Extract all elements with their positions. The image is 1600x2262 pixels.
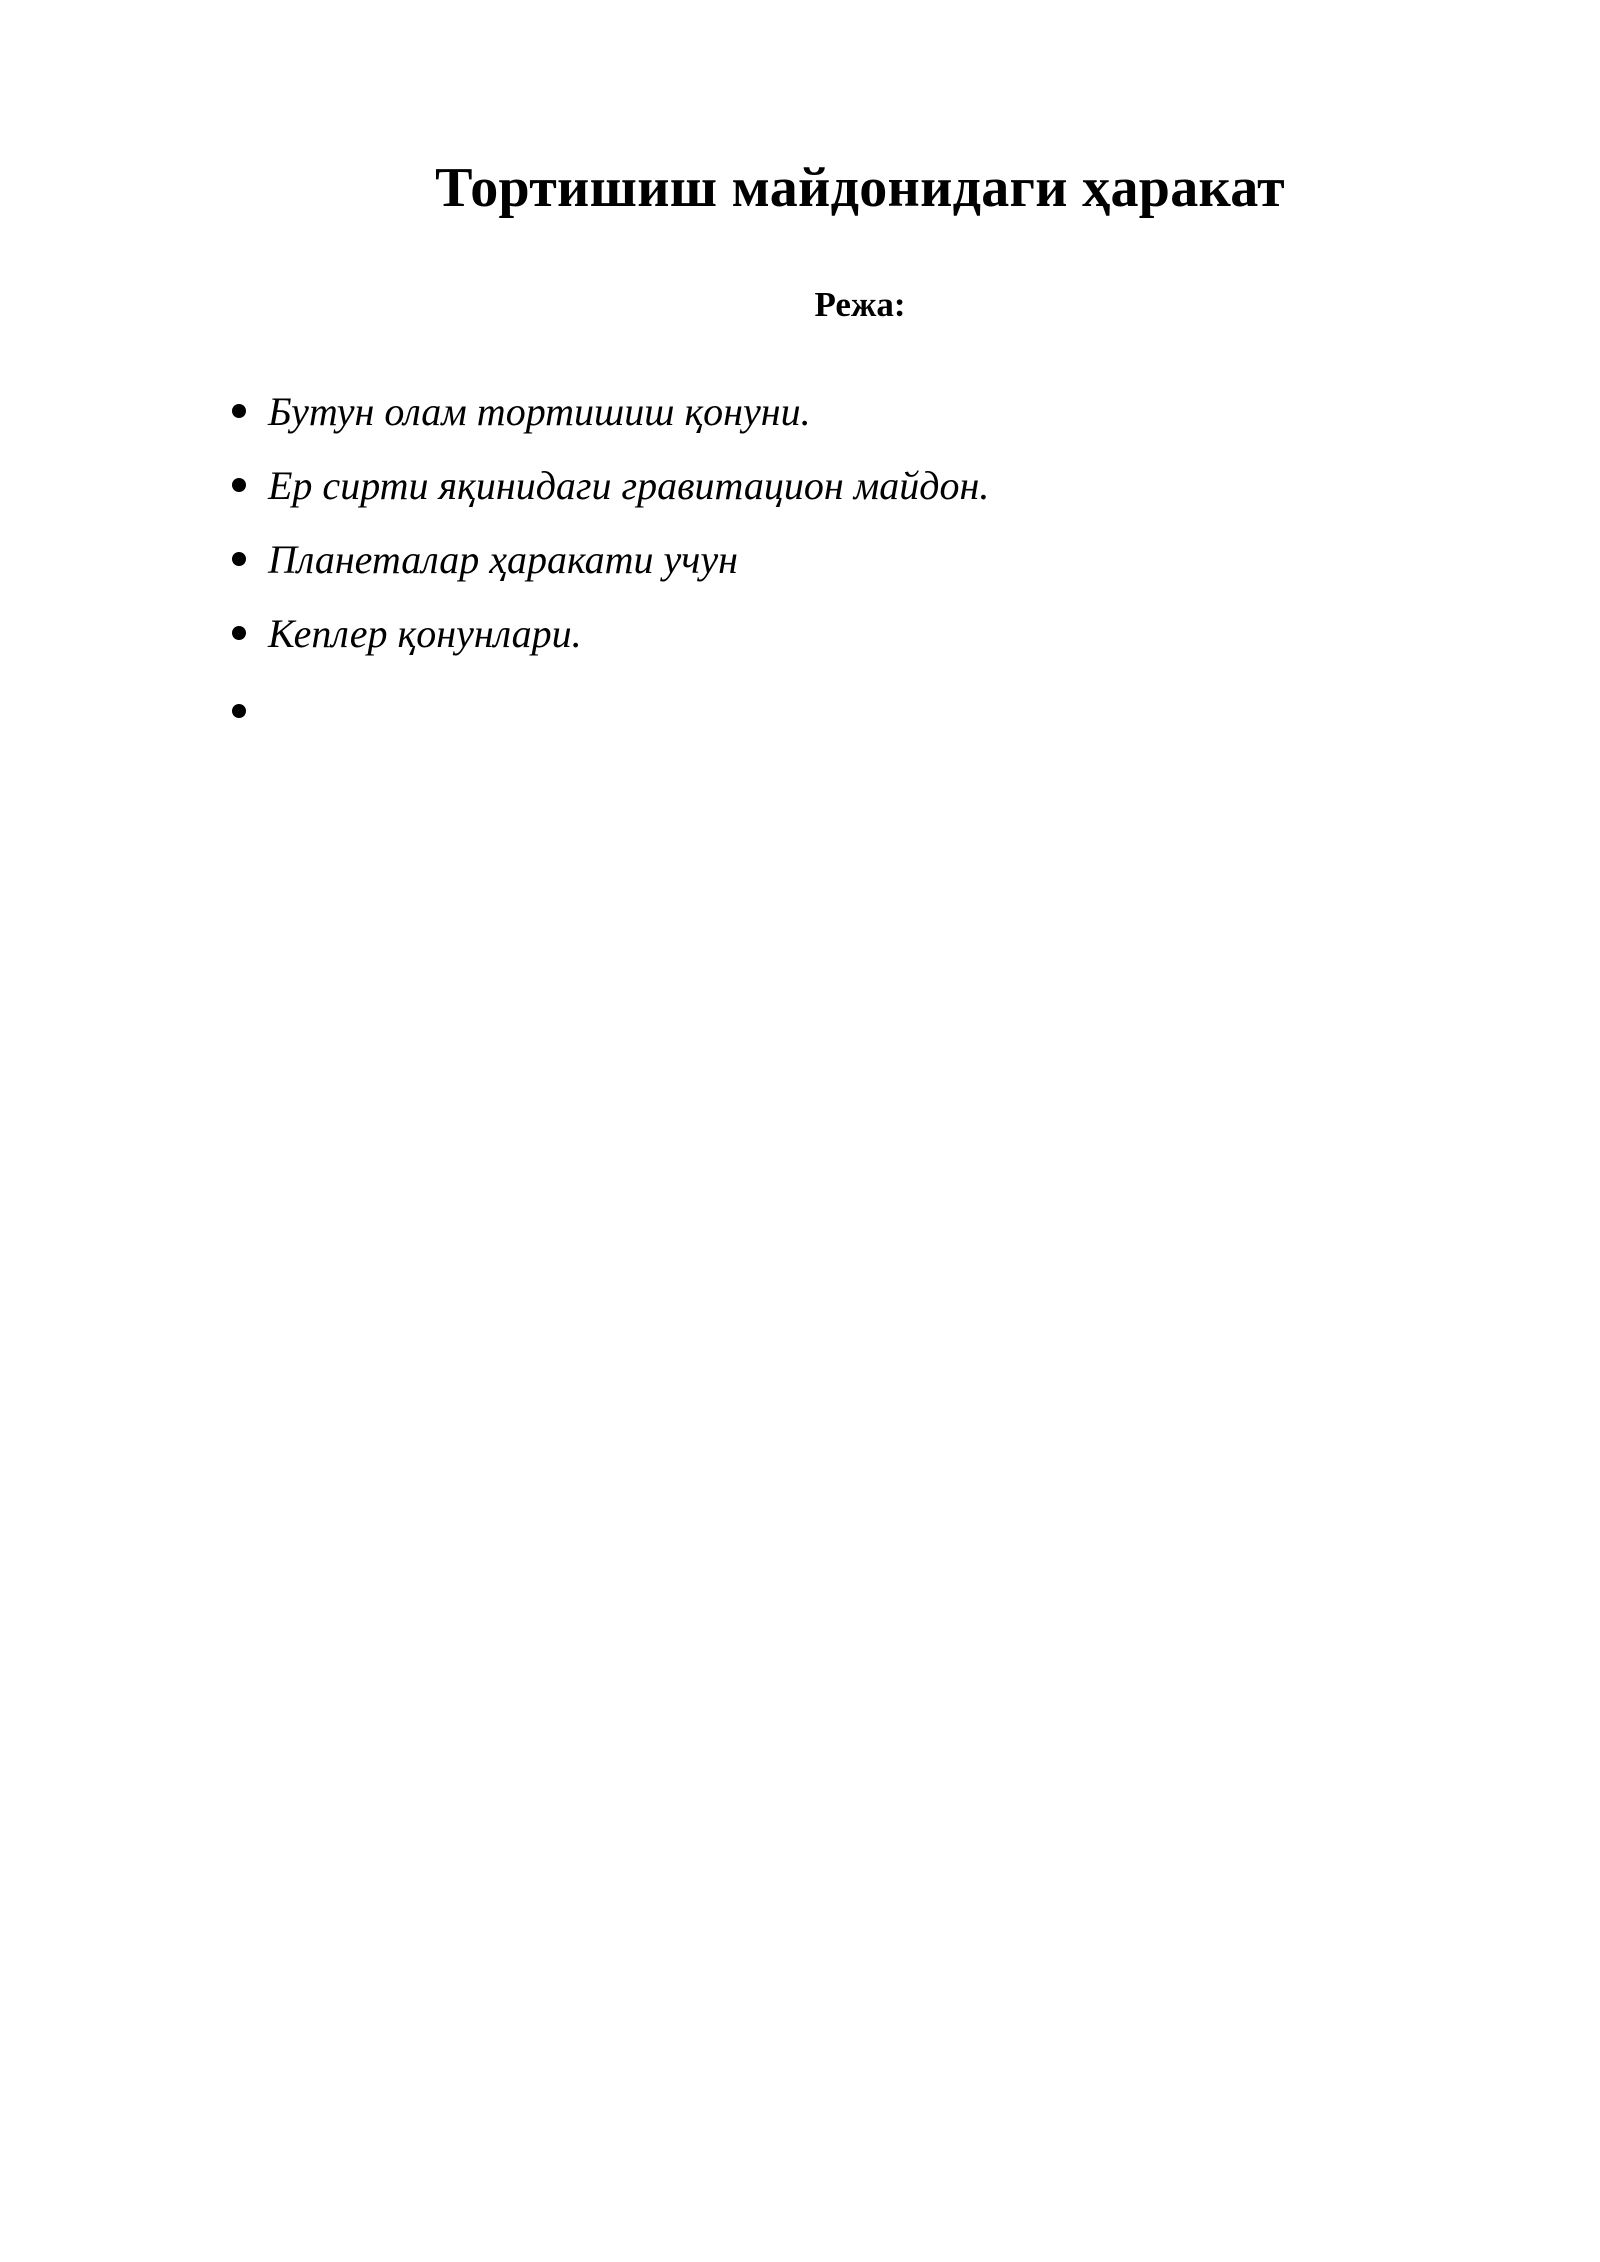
list-item (0, 606, 1600, 680)
bullet-icon (232, 404, 246, 418)
plan-heading: Режа: (814, 285, 906, 324)
list-item-text: Планеталар ҳаракати учун (268, 537, 738, 582)
bullet-icon (232, 704, 246, 718)
list-item-text: Ер сирти яқинидаги гравитацион майдон. (268, 463, 990, 508)
list-item (0, 384, 1600, 458)
document-title: Тортишиш майдонидаги ҳаракат (435, 157, 1285, 219)
bullet-icon (232, 626, 246, 640)
bullet-icon (232, 552, 246, 566)
list-item (0, 458, 1600, 532)
list-item-text: Кеплер қонунлари. (268, 611, 582, 656)
plan-list (0, 384, 1600, 754)
bullet-icon (232, 478, 246, 492)
list-item (0, 532, 1600, 606)
list-item-text: Бутун олам тортишиш қонуни. (268, 389, 811, 434)
list-item-empty (0, 680, 1600, 754)
